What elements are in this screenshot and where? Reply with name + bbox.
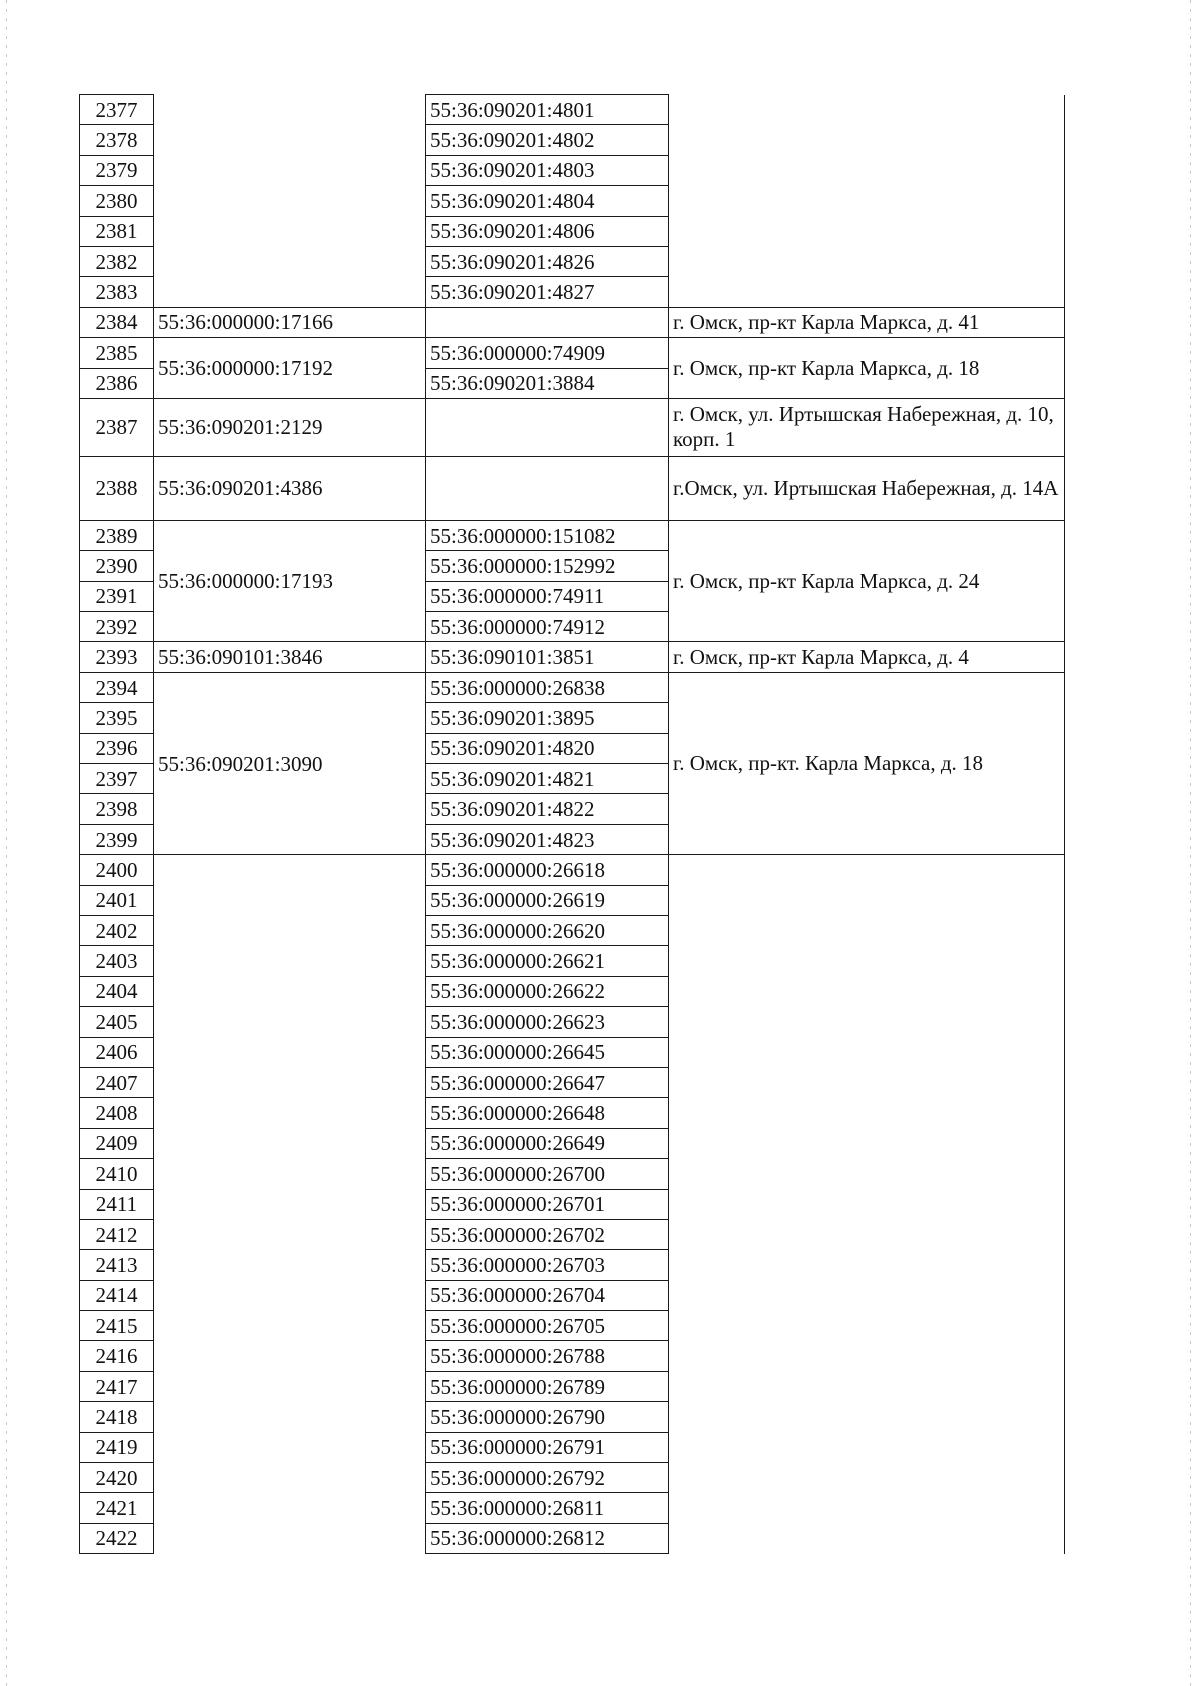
sub-parcel-number: 55:36:000000:74911 [426, 581, 669, 611]
parcel-number-cell [154, 855, 426, 1554]
row-number: 2387 [80, 398, 154, 456]
parcel-number: 55:36:000000:17166 [154, 307, 426, 337]
row-number: 2418 [80, 1402, 154, 1432]
row-number: 2401 [80, 885, 154, 915]
row-number: 2389 [80, 520, 154, 550]
row-number: 2406 [80, 1037, 154, 1067]
table-row [80, 672, 1065, 702]
sub-parcel-number: 55:36:000000:26623 [426, 1007, 669, 1037]
sub-parcel-number: 55:36:000000:26704 [426, 1280, 669, 1310]
row-number: 2394 [80, 672, 154, 702]
address: г. Омск, пр-кт. Карла Маркса, д. 18 [669, 672, 1065, 854]
row-number: 2385 [80, 338, 154, 368]
sub-parcel-number: 55:36:090201:4801 [426, 95, 669, 125]
address: г. Омск, пр-кт Карла Маркса, д. 24 [669, 520, 1065, 642]
sub-parcel-number: 55:36:000000:26621 [426, 946, 669, 976]
sub-parcel-number [426, 398, 669, 456]
sub-parcel-number: 55:36:090201:4802 [426, 125, 669, 155]
sub-parcel-number: 55:36:090201:4806 [426, 216, 669, 246]
row-number: 2397 [80, 764, 154, 794]
parcel-number: 55:36:090201:4386 [154, 456, 426, 520]
row-number: 2410 [80, 1159, 154, 1189]
row-number: 2417 [80, 1371, 154, 1401]
row-number: 2415 [80, 1311, 154, 1341]
table-row [80, 642, 1065, 672]
sub-parcel-number: 55:36:090201:4803 [426, 155, 669, 185]
sub-parcel-number: 55:36:000000:74909 [426, 338, 669, 368]
sub-parcel-number: 55:36:090201:4826 [426, 246, 669, 276]
sub-parcel-number: 55:36:000000:26645 [426, 1037, 669, 1067]
sub-parcel-number: 55:36:000000:26620 [426, 915, 669, 945]
parcel-number-cell [154, 95, 426, 308]
row-number: 2399 [80, 824, 154, 854]
address-cell [669, 855, 1065, 1554]
parcel-number: 55:36:090101:3846 [154, 642, 426, 672]
row-number: 2378 [80, 125, 154, 155]
row-number: 2403 [80, 946, 154, 976]
address-cell [669, 95, 1065, 308]
table-row [80, 855, 1065, 885]
row-number: 2400 [80, 855, 154, 885]
row-number: 2416 [80, 1341, 154, 1371]
row-number: 2409 [80, 1128, 154, 1158]
sub-parcel-number: 55:36:090201:4822 [426, 794, 669, 824]
sub-parcel-number: 55:36:000000:26812 [426, 1523, 669, 1553]
sub-parcel-number: 55:36:090101:3851 [426, 642, 669, 672]
sub-parcel-number: 55:36:000000:26622 [426, 976, 669, 1006]
sub-parcel-number [426, 456, 669, 520]
parcel-number: 55:36:090201:2129 [154, 398, 426, 456]
sub-parcel-number: 55:36:090201:4827 [426, 277, 669, 307]
parcel-table [79, 94, 1065, 1554]
address: г. Омск, пр-кт Карла Маркса, д. 41 [669, 307, 1065, 337]
table-row [80, 307, 1065, 337]
sub-parcel-number: 55:36:000000:26790 [426, 1402, 669, 1432]
sub-parcel-number: 55:36:000000:26700 [426, 1159, 669, 1189]
row-number: 2382 [80, 246, 154, 276]
sub-parcel-number: 55:36:000000:26649 [426, 1128, 669, 1158]
row-number: 2386 [80, 368, 154, 398]
row-number: 2390 [80, 551, 154, 581]
table-row [80, 338, 1065, 368]
row-number: 2392 [80, 612, 154, 642]
parcel-number: 55:36:090201:3090 [154, 672, 426, 854]
row-number: 2383 [80, 277, 154, 307]
row-number: 2377 [80, 95, 154, 125]
table-row [80, 456, 1065, 520]
sub-parcel-number: 55:36:000000:74912 [426, 612, 669, 642]
row-number: 2411 [80, 1189, 154, 1219]
sub-parcel-number: 55:36:000000:26647 [426, 1067, 669, 1097]
scan-edge-left [6, 0, 7, 1686]
sub-parcel-number: 55:36:000000:26792 [426, 1463, 669, 1493]
address: г. Омск, пр-кт Карла Маркса, д. 4 [669, 642, 1065, 672]
row-number: 2404 [80, 976, 154, 1006]
sub-parcel-number: 55:36:000000:26811 [426, 1493, 669, 1523]
row-number: 2412 [80, 1219, 154, 1249]
sub-parcel-number: 55:36:000000:26838 [426, 672, 669, 702]
row-number: 2391 [80, 581, 154, 611]
parcel-number: 55:36:000000:17193 [154, 520, 426, 642]
sub-parcel-number: 55:36:000000:26618 [426, 855, 669, 885]
row-number: 2405 [80, 1007, 154, 1037]
address: г. Омск, пр-кт Карла Маркса, д. 18 [669, 338, 1065, 399]
row-number: 2393 [80, 642, 154, 672]
sub-parcel-number: 55:36:000000:26703 [426, 1250, 669, 1280]
row-number: 2420 [80, 1463, 154, 1493]
sub-parcel-number: 55:36:000000:26789 [426, 1371, 669, 1401]
row-number: 2402 [80, 915, 154, 945]
sub-parcel-number: 55:36:000000:26648 [426, 1098, 669, 1128]
address: г.Омск, ул. Иртышская Набережная, д. 14А [669, 456, 1065, 520]
scan-edge-right [1190, 0, 1191, 1686]
row-number: 2388 [80, 456, 154, 520]
sub-parcel-number: 55:36:000000:26788 [426, 1341, 669, 1371]
table-row [80, 520, 1065, 550]
row-number: 2398 [80, 794, 154, 824]
sub-parcel-number: 55:36:090201:3884 [426, 368, 669, 398]
row-number: 2413 [80, 1250, 154, 1280]
sub-parcel-number: 55:36:000000:151082 [426, 520, 669, 550]
sub-parcel-number: 55:36:090201:4804 [426, 186, 669, 216]
row-number: 2414 [80, 1280, 154, 1310]
table-row [80, 398, 1065, 456]
address: г. Омск, ул. Иртышская Набережная, д. 10, корп. 1 [669, 398, 1065, 456]
sub-parcel-number: 55:36:090201:3895 [426, 703, 669, 733]
sub-parcel-number: 55:36:090201:4821 [426, 764, 669, 794]
row-number: 2408 [80, 1098, 154, 1128]
sub-parcel-number: 55:36:000000:26791 [426, 1432, 669, 1462]
sub-parcel-number: 55:36:090201:4820 [426, 733, 669, 763]
table-row [80, 95, 1065, 125]
sub-parcel-number: 55:36:000000:26701 [426, 1189, 669, 1219]
row-number: 2396 [80, 733, 154, 763]
sub-parcel-number: 55:36:090201:4823 [426, 824, 669, 854]
row-number: 2395 [80, 703, 154, 733]
sub-parcel-number: 55:36:000000:26702 [426, 1219, 669, 1249]
row-number: 2380 [80, 186, 154, 216]
sub-parcel-number: 55:36:000000:152992 [426, 551, 669, 581]
row-number: 2381 [80, 216, 154, 246]
row-number: 2379 [80, 155, 154, 185]
sub-parcel-number: 55:36:000000:26619 [426, 885, 669, 915]
row-number: 2419 [80, 1432, 154, 1462]
row-number: 2384 [80, 307, 154, 337]
sub-parcel-number [426, 307, 669, 337]
row-number: 2407 [80, 1067, 154, 1097]
row-number: 2421 [80, 1493, 154, 1523]
row-number: 2422 [80, 1523, 154, 1553]
parcel-number: 55:36:000000:17192 [154, 338, 426, 399]
sub-parcel-number: 55:36:000000:26705 [426, 1311, 669, 1341]
